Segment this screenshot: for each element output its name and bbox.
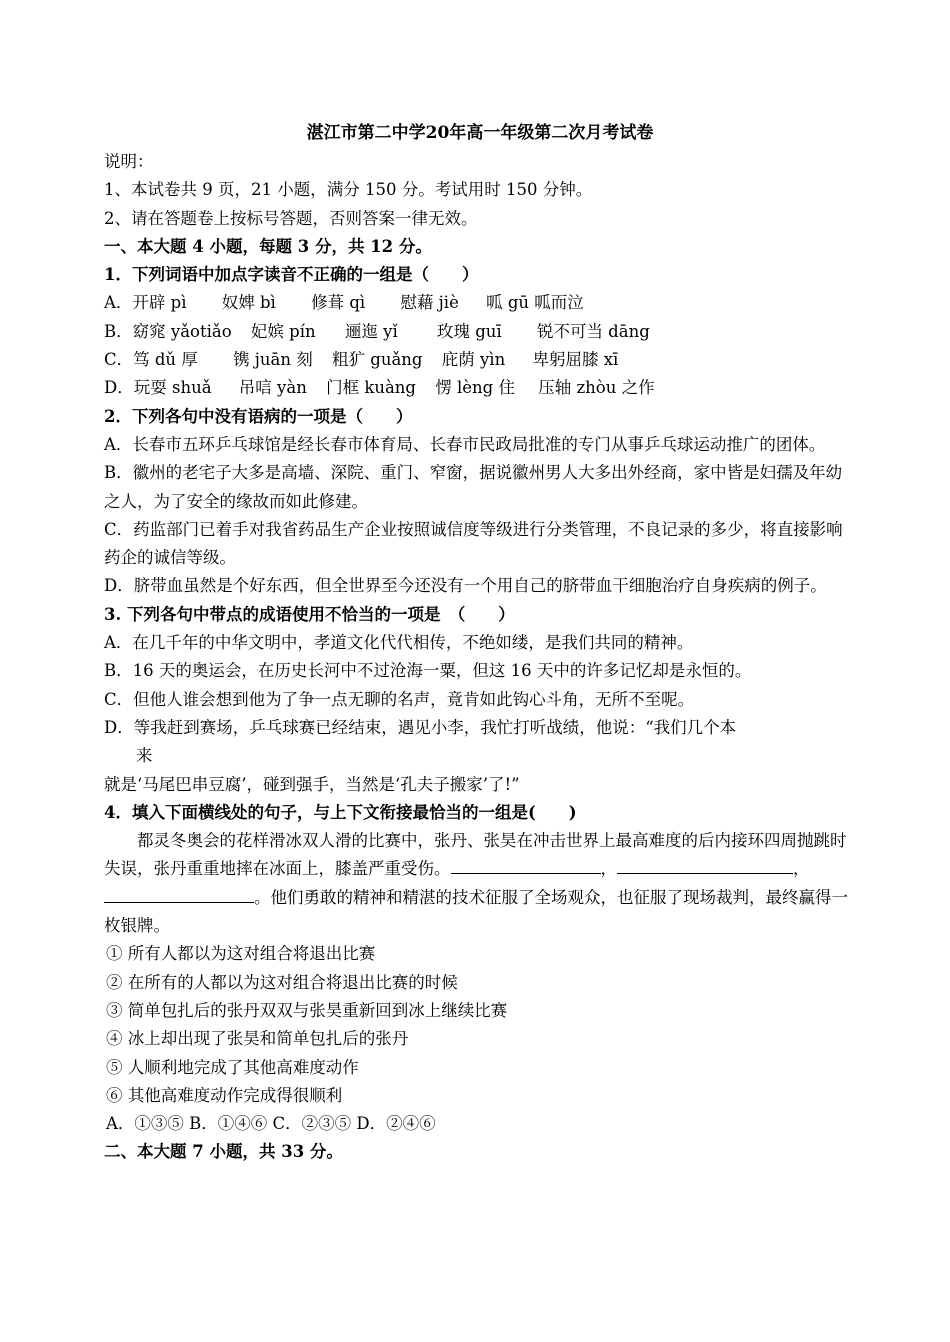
q4-stem: 4．填入下面横线处的句子，与上下文衔接最恰当的一组是( ) [104, 802, 577, 822]
q1-option-c [104, 346, 856, 374]
q2-stem: 2．下列各句中没有语病的一项是（ ） [104, 406, 413, 426]
q1-c-w4: 庇荫 yìn [441, 350, 506, 370]
section-2-heading: 二、本大题 7 小题，共 33 分。 [104, 1142, 343, 1162]
q2-option-c: C．药监部门已着手对我省药品生产企业按照诚信度等级进行分类管理，不良记录的多少，将直接影响药企的诚信等级。 [104, 519, 843, 568]
note-1: 1、本试卷共 9 页，21 小题，满分 150 分。考试用时 150 分钟。 [104, 180, 593, 200]
q4-passage-part2: 。他们勇敢的精神和精湛的技术征服了全场观众，也征服了现场裁判，最终赢得一枚银牌。 [104, 887, 848, 936]
q4-item-5: ⑤ 人顺利地完成了其他高难度动作 [106, 1057, 359, 1077]
q1-b-w4: 玫瑰 guī [436, 321, 502, 341]
q1-b-w3: 逦迤 yǐ [344, 321, 398, 341]
answer-blank-1[interactable] [451, 857, 601, 874]
q1-c-w2: 镌 juān 刻 [233, 350, 313, 370]
q1-a-w5: 呱 gū 呱而泣 [486, 293, 584, 313]
q1-d-w2: 吊唁 yàn [238, 378, 307, 398]
q2-option-a: A．长春市五环乒乓球馆是经长春市体育局、长春市民政局批准的专门从事乒乓球运动推广的团体。 [104, 434, 826, 454]
q3-stem: 3. 下列各句中带点的成语使用不恰当的一项是 （ ） [104, 604, 515, 624]
q3-option-a: A．在几千年的中华文明中，孝道文化代代相传，不绝如缕，是我们共同的精神。 [104, 633, 694, 653]
q2-option-b: B．徽州的老宅子大多是高墙、深院、重门、窄窗，据说徽州男人大多出外经商，家中皆是妇孺及年幼之人，为了安全的缘故而如此修建。 [104, 463, 843, 511]
q1-b-w5: 锐不可当 dāng [536, 321, 650, 341]
q1-b-w2: 妃嫔 pín [250, 321, 316, 341]
q4-item-1: ① 所有人都以为这对组合将退出比赛 [106, 944, 376, 964]
q3-option-c: C．但他人谁会想到他为了争一点无聊的名声，竟肯如此钩心斗角，无所不至呢。 [104, 689, 695, 709]
q4-passage: 都灵冬奥会的花样滑冰双人滑的比赛中，张丹、张昊在冲击世界上最高难度的后内接环四周抛跳时失误，张丹重重地摔在冰面上，膝盖严重受伤。 ， ，。他们勇敢的精神和精湛的技术征服了全场观众，也征服了现场裁判，最终赢得一枚银牌。 [104, 831, 848, 936]
q4-item-4: ④ 冰上却出现了张昊和简单包扎后的张丹 [106, 1029, 409, 1049]
note-2: 2、请在答题卷上按标号答题，否则答案一律无效。 [104, 208, 478, 228]
q1-a-w3: 修葺 qì [311, 293, 366, 313]
answer-blank-3[interactable] [104, 886, 254, 903]
exam-title: 湛江市第二中学20年高一年级第二次月考试卷 [306, 123, 654, 143]
q1-b-w1: B．窈窕 yǎotiǎo [104, 321, 232, 341]
q1-a-w4: 慰藉 jiè [400, 293, 459, 313]
q1-option-d [104, 374, 856, 402]
q1-d-w4: 愣 lèng 住 [435, 378, 515, 398]
q2-option-d: D．脐带血虽然是个好东西，但全世界至今还没有一个用自己的脐带血干细胞治疗自身疾病的例子。 [104, 576, 827, 596]
q4-item-6: ⑥ 其他高难度动作完成得很顺利 [106, 1085, 343, 1105]
q4-item-3: ③ 简单包扎后的张丹双双与张昊重新回到冰上继续比赛 [106, 1000, 508, 1020]
q1-d-w3: 门框 kuàng [326, 378, 416, 398]
q1-a-w1: A．开辟 pì [104, 293, 187, 313]
q1-c-w3: 粗犷 guǎng [332, 350, 423, 370]
q4-passage-part1: 都灵冬奥会的花样滑冰双人滑的比赛中，张丹、张昊在冲击世界上最高难度的后内接环四周抛跳时失误，张丹重重地摔在冰面上，膝盖严重受伤。 [104, 831, 847, 879]
q4-choices: A．①③⑤ B．①④⑥ C．②③⑤ D．②④⑥ [106, 1114, 436, 1134]
q4-item-2: ② 在所有的人都以为这对组合将退出比赛的时候 [106, 972, 458, 992]
q1-d-w5: 压轴 zhòu 之作 [538, 378, 655, 398]
q3-option-b: B．16 天的奥运会，在历史长河中不过沧海一粟，但这 16 天中的许多记忆却是永恒的。 [104, 661, 752, 681]
answer-blank-2[interactable] [617, 857, 793, 874]
notes-heading: 说明： [104, 152, 154, 171]
q3-option-d-line1: D．等我赶到赛场，乒乓球赛已经结束，遇见小李，我忙打听战绩，他说：“我们几个本 [104, 717, 737, 737]
q1-stem: 1．下列词语中加点字读音不正确的一组是（ ） [104, 265, 479, 285]
exam-page [104, 118, 856, 1167]
q1-a-w2: 奴婢 bì [221, 293, 276, 313]
q3-option-d-line2: 来 [136, 746, 153, 766]
q1-d-w1: D．玩耍 shuǎ [104, 378, 212, 398]
q1-c-w5: 卑躬屈膝 xī [532, 350, 619, 370]
q1-c-w1: C．笃 dǔ 厚 [104, 350, 198, 370]
section-1-heading: 一、本大题 4 小题，每题 3 分，共 12 分。 [104, 236, 432, 256]
q3-option-d-line3: 就是‘马尾巴串豆腐’，碰到强手，当然是‘孔夫子搬家’了!” [104, 774, 520, 794]
q1-option-b [104, 318, 856, 346]
q1-option-a [104, 289, 856, 317]
